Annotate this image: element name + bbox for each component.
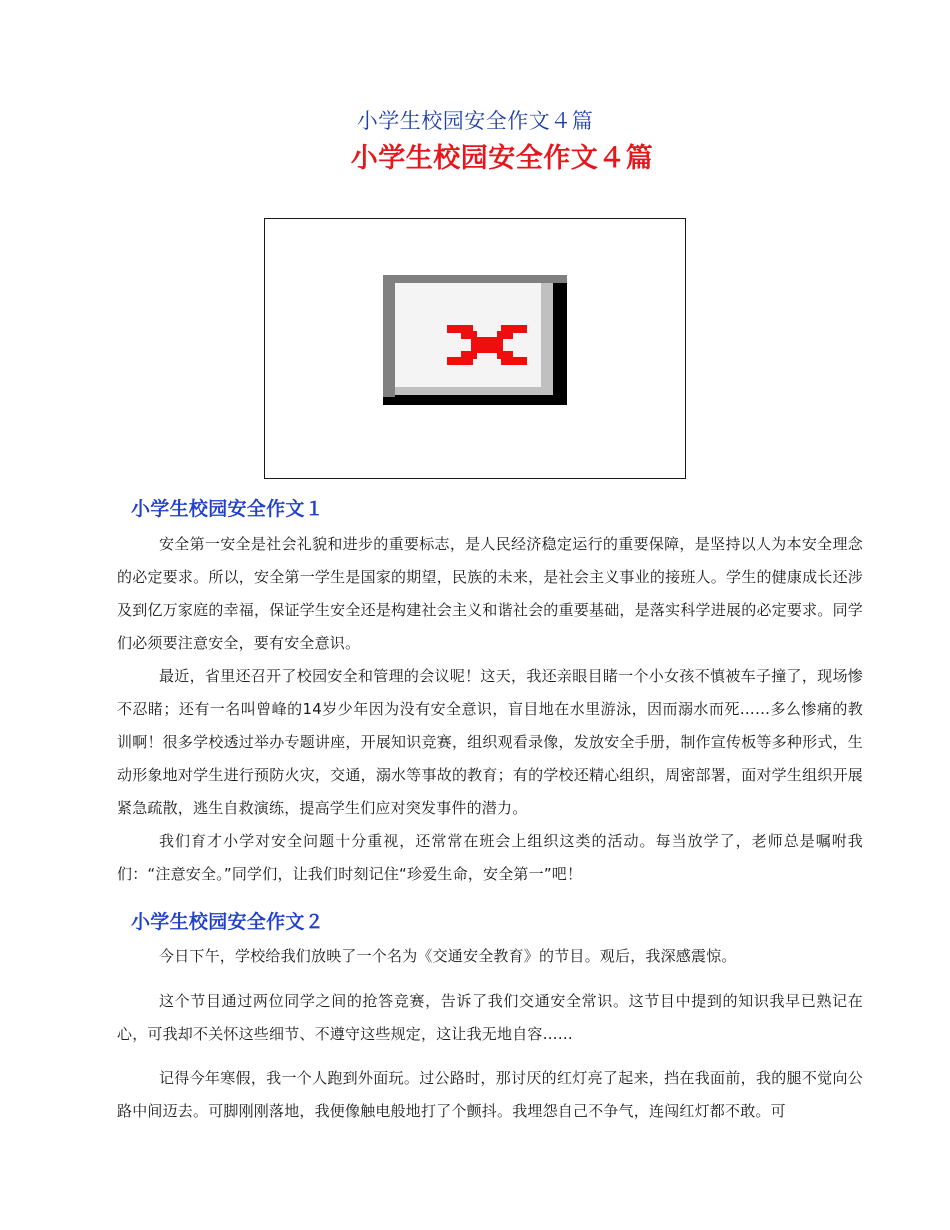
section-heading-1: 小学生校园安全作文１ [131,498,325,520]
paragraph: 安全第一安全是社会礼貌和进步的重要标志，是人民经济稳定运行的重要保障，是坚持以人为本安全理念的必定要求。所以，安全第一学生是国家的期望，民族的未来，是社会主义事业的接班人。学生的健康成长还涉及到亿万家庭的幸福，保证学生安全还是构建社会主义和谐社会的重要基础，是落实科学进展的必定要求。同学们必须要注意安全，要有安全意识。 [117,535,863,652]
red-x-icon [447,325,527,365]
document-title-small: 小学生校园安全作文４篇 [356,109,594,133]
paragraph: 最近，省里还召开了校园安全和管理的会议呢！这天，我还亲眼目睹一个小女孩不慎被车子撞了，现场惨不忍睹；还有一名叫曾峰的14岁少年因为没有安全意识，盲目地在水里游泳，因而溺水而死……多么惨痛的教训啊！很多学校透过举办专题讲座，开展知识竞赛，组织观看录像，发放安全手册，制作宣传板等多种形式，生动形象地对学生进行预防火灾，交通，溺水等事故的教育；有的学校还精心组织，周密部署，面对学生组织开展紧急疏散，逃生自救演练，提高学生们应对突发事件的潜力。 [117,667,863,817]
paragraph: 这个节目通过两位同学之间的抢答竞赛，告诉了我们交通安全常识。这节目中提到的知识我早已熟记在心，可我却不关怀这些细节、不遵守这些规定，这让我无地自容…… [117,992,863,1043]
paragraph: 记得今年寒假，我一个人跑到外面玩。过公路时，那讨厌的红灯亮了起来，挡在我面前，我的腿不觉向公路中间迈去。可脚刚刚落地，我便像触电般地打了个颤抖。我埋怨自己不争气，连闯红灯都不敢。可 [117,1069,863,1120]
document-title: 小学生校园安全作文４篇 [350,143,654,174]
paragraph: 今日下午，学校给我们放映了一个名为《交通安全教育》的节目。观后，我深感震惊。 [159,947,737,965]
broken-image-icon [383,275,567,405]
section-heading-2: 小学生校园安全作文２ [131,911,325,933]
paragraph: 我们育才小学对安全问题十分重视，还常常在班会上组织这类的活动。每当放学了，老师总是嘱咐我们：“注意安全。”同学们，让我们时刻记住“珍爱生命，安全第一”吧！ [117,832,863,883]
